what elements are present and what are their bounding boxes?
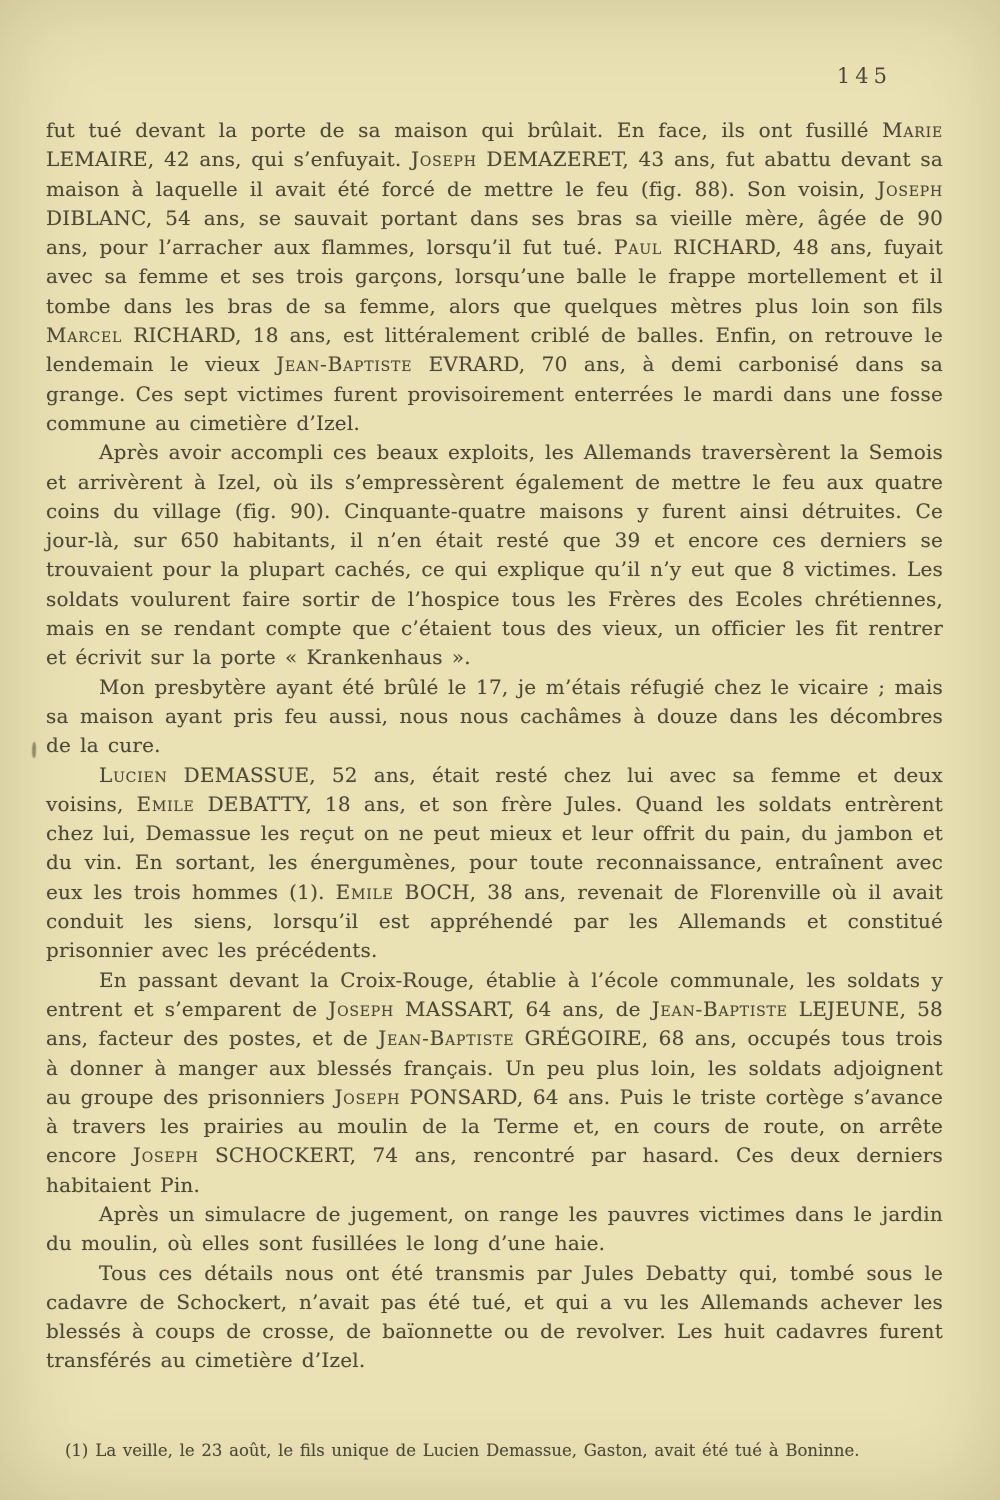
footnote (65, 1440, 945, 1462)
person-first-name: Paul (614, 235, 663, 260)
text-run: Après avoir accompli ces beaux exploits, les Allemands traversèrent la Semois et arrivèrent à Izel, où ils s’empressèrent également de mettre le feu aux quatre coins du village (fig. 90). Cinquante-quatre maisons y furent ainsi détruites. Ce jour-là, sur 650 habitants, il n’en était resté que 39 et encore ces derniers se trouvaient pour la plupart cachés, ce qui explique qu’il n’y eut que 8 victimes. Les soldats voulurent faire sortir de l’hospice tous les Frères des Ecoles chrétiennes, mais en se rendant compte que c’étaient tous des vieux, un officier les fit rentrer et écrivit sur la porte « Krankenhaus ». (46, 440, 943, 670)
paragraph (46, 761, 943, 966)
person-first-name: Joseph (334, 1084, 401, 1109)
paragraph (46, 438, 943, 672)
paragraph (46, 673, 943, 761)
person-first-name: Joseph (132, 1143, 199, 1168)
scan-artifact-mark (32, 742, 36, 758)
text-run: LEMAIRE, 42 ans, qui s’enfuyait. (46, 147, 412, 172)
text-run: DEBATTY, 18 ans, et son frère Jules. Quand les soldats entrèrent chez lui, Demassue les reçut on ne peut mieux et leur offrit du pain, du jambon et du vin. En sortant, les énergumènes, pour toute reconnaissance, entraînent avec eux les trois hommes (1). (46, 791, 943, 904)
person-first-name: Jean-Baptiste (651, 996, 788, 1021)
text-run: fut tué devant la porte de sa maison qui brûlait. En face, ils ont fusillé (46, 118, 883, 142)
text-run: DEMASSUE, 52 ans, était resté chez lui avec sa femme et deux voisins, (46, 762, 943, 816)
page-number: 145 (836, 64, 892, 88)
footnote-marker: (1) (65, 1441, 89, 1460)
paragraph (46, 966, 943, 1200)
text-run: RICHARD, 18 ans, est littéralement criblé de balles. Enfin, on retrouve le lendemain le vieux (46, 323, 943, 377)
person-first-name: Emile (335, 879, 394, 904)
text-run: SCHOCKERT, 74 ans, rencontré par hasard. Ces deux derniers habitaient Pin. (46, 1143, 943, 1197)
text-run: Tous ces détails nous ont été transmis par Jules Debatty qui, tombé sous le cadavre de Schockert, n’avait pas été tué, et qui a vu les Allemands achever les blessés à coups de crosse, de baïonnette ou de revolver. Les huit cadavres furent transférés au cimetière d’Izel. (46, 1260, 943, 1373)
footnote-text: La veille, le 23 août, le fils unique de Lucien Demassue, Gaston, avait été tué à Boninne. (95, 1441, 860, 1460)
person-first-name: Jean-Baptiste (378, 1026, 515, 1051)
text-run: Mon presbytère ayant été brûlé le 17, je m’étais réfugié chez le vicaire ; mais sa maison ayant pris feu aussi, nous nous cachâmes à douze dans les décombres de la cure. (46, 674, 943, 758)
body-text (46, 116, 943, 1376)
text-run: En passant devant la Croix-Rouge, établie à l’école communale, les soldats y entrent et s’emparent de (46, 967, 943, 1021)
text-run: BOCH, 38 ans, revenait de Florenville où il avait conduit les siens, lorsqu’il est appréhendé par les Allemands et constitué prisonnier avec les précédents. (46, 879, 943, 963)
text-run: Après un simulacre de jugement, on range les pauvres victimes dans le jardin du moulin, où elles sont fusillées le long d’une haie. (46, 1201, 943, 1256)
person-first-name: Marie (882, 118, 943, 142)
text-run: PONSARD, 64 ans. Puis le triste cortège s’avance à travers les prairies au moulin de la Terme et, en cours de route, on arrête encore (46, 1084, 943, 1168)
person-first-name: Marcel (46, 323, 123, 348)
paragraph (46, 1200, 943, 1259)
person-first-name: Emile (136, 791, 195, 816)
text-run: DEMAZERET, 43 ans, fut abattu devant sa maison à laquelle il avait été forcé de mettre le feu (fig. 88). Son voisin, (46, 147, 943, 201)
text-run: LEJEUNE, 58 ans, facteur des postes, et de (46, 996, 943, 1051)
paragraph (46, 1259, 943, 1376)
person-first-name: Joseph (328, 996, 395, 1021)
person-first-name: Jean-Baptiste (276, 352, 413, 377)
text-run: RICHARD, 48 ans, fuyait avec sa femme et ses trois garçons, lorsqu’une balle le frappe mortellement et il tombe dans les bras de sa femme, alors que quelques mètres plus loin son fils (46, 235, 943, 318)
text-run: DIBLANC, 54 ans, se sauvait portant dans ses bras sa vieille mère, âgée de 90 ans, pour l’arracher aux flammes, lorsqu’il fut tué. (46, 205, 943, 260)
text-run: MASSART, 64 ans, de (394, 996, 652, 1021)
text-run: GRÉGOIRE, 68 ans, occupés tous trois à donner à manger aux blessés français. Un peu plus loin, les soldats adjoignent au groupe des prisonniers (46, 1026, 943, 1109)
text-run: EVRARD, 70 ans, à demi carbonisé dans sa grange. Ces sept victimes furent provisoirement enterrées le mardi dans une fosse commune au cimetière d’Izel. (46, 352, 943, 435)
person-first-name: Lucien (99, 762, 168, 787)
person-first-name: Joseph (411, 147, 477, 172)
person-first-name: Joseph (877, 176, 943, 201)
paragraph (46, 116, 943, 438)
